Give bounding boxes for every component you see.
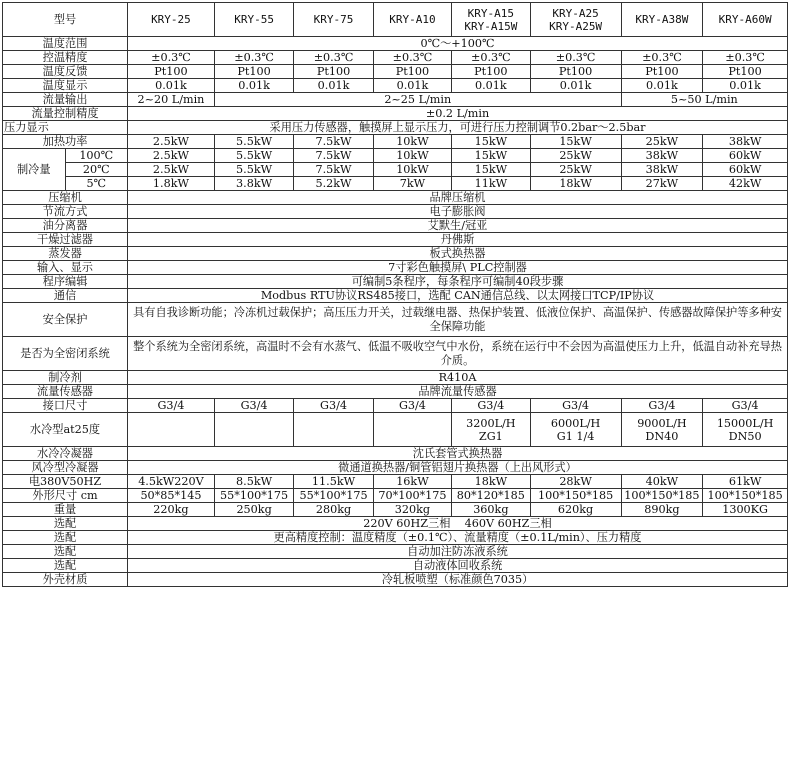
cell: 15kW bbox=[452, 149, 530, 163]
row-label: 电380V50HZ bbox=[3, 475, 128, 489]
cell: 890kg bbox=[621, 503, 703, 517]
cell: 40kW bbox=[621, 475, 703, 489]
programming-row bbox=[3, 275, 788, 289]
cell: 0.01k bbox=[703, 79, 788, 93]
cell bbox=[214, 413, 293, 447]
cell: 28kW bbox=[530, 475, 621, 489]
cell: 品牌流量传感器 bbox=[128, 385, 788, 399]
cooling-row bbox=[3, 177, 788, 191]
row-label: 控温精度 bbox=[3, 51, 128, 65]
cell: 板式换热器 bbox=[128, 247, 788, 261]
cell: 25kW bbox=[530, 149, 621, 163]
row-label: 安全保护 bbox=[3, 303, 128, 337]
cell: 18kW bbox=[530, 177, 621, 191]
row-label: 选配 bbox=[3, 545, 128, 559]
cell: 电子膨胀阀 bbox=[128, 205, 788, 219]
cooling-temp: 100℃ bbox=[65, 149, 128, 163]
row-label: 压力显示 bbox=[3, 121, 128, 135]
cell: 可编制5条程序，每条程序可编制40段步骤 bbox=[128, 275, 788, 289]
cell: 0.01k bbox=[373, 79, 451, 93]
row-label: 制冷量 bbox=[3, 149, 66, 191]
cooling-temp: 5℃ bbox=[65, 177, 128, 191]
cell: 5.5kW bbox=[214, 163, 293, 177]
cell: G3/4 bbox=[294, 399, 373, 413]
cell: 5.5kW bbox=[214, 149, 293, 163]
cell: 25kW bbox=[621, 135, 703, 149]
flow-sensor-row bbox=[3, 385, 788, 399]
row-label: 干燥过滤器 bbox=[3, 233, 128, 247]
temp-display-row bbox=[3, 79, 788, 93]
safety-row bbox=[3, 303, 788, 337]
row-label: 重量 bbox=[3, 503, 128, 517]
power-row bbox=[3, 475, 788, 489]
cell: 220kg bbox=[128, 503, 215, 517]
spec-table bbox=[2, 2, 788, 587]
cell: Pt100 bbox=[128, 65, 215, 79]
row-label: 接口尺寸 bbox=[3, 399, 128, 413]
model-cell: KRY-A38W bbox=[621, 3, 703, 37]
cell: 25kW bbox=[530, 163, 621, 177]
cell: 2.5kW bbox=[128, 163, 215, 177]
cell: G3/4 bbox=[128, 399, 215, 413]
cell: Pt100 bbox=[452, 65, 530, 79]
cell: 7.5kW bbox=[294, 135, 373, 149]
refrigerant-row bbox=[3, 371, 788, 385]
cell: 27kW bbox=[621, 177, 703, 191]
cell: 0.01k bbox=[128, 79, 215, 93]
housing-row bbox=[3, 573, 788, 587]
cell: 10kW bbox=[373, 163, 451, 177]
cell: 38kW bbox=[621, 149, 703, 163]
water-condenser-row bbox=[3, 447, 788, 461]
cell: Pt100 bbox=[214, 65, 293, 79]
row-label: 加热功率 bbox=[3, 135, 128, 149]
port-size-row bbox=[3, 399, 788, 413]
cell: 2~25 L/min bbox=[214, 93, 621, 107]
cooling-row bbox=[3, 149, 788, 163]
model-cell: KRY-75 bbox=[294, 3, 373, 37]
cell: 70*100*175 bbox=[373, 489, 451, 503]
cell: 5.2kW bbox=[294, 177, 373, 191]
cell: 220V 60HZ三相 460V 60HZ三相 bbox=[128, 517, 788, 531]
pressure-row bbox=[3, 121, 788, 135]
cell: G3/4 bbox=[530, 399, 621, 413]
cell: 11.5kW bbox=[294, 475, 373, 489]
cell: R410A bbox=[128, 371, 788, 385]
row-label: 风冷型冷凝器 bbox=[3, 461, 128, 475]
row-label: 是否为全密闭系统 bbox=[3, 337, 128, 371]
cell: 冷轧板喷塑（标准颜色7035） bbox=[128, 573, 788, 587]
cell: 15kW bbox=[452, 163, 530, 177]
compressor-row bbox=[3, 191, 788, 205]
model-cell: KRY-A15 KRY-A15W bbox=[452, 3, 530, 37]
cell: 5~50 L/min bbox=[621, 93, 787, 107]
cell: ±0.3℃ bbox=[621, 51, 703, 65]
cell: Modbus RTU协议RS485接口，选配 CAN通信总线、以太网接口TCP/IP协议 bbox=[128, 289, 788, 303]
cell: 艾默生/冠亚 bbox=[128, 219, 788, 233]
option-row bbox=[3, 517, 788, 531]
communication-row bbox=[3, 289, 788, 303]
cell: 0.01k bbox=[621, 79, 703, 93]
cell: 1300KG bbox=[703, 503, 788, 517]
model-cell: KRY-A25 KRY-A25W bbox=[530, 3, 621, 37]
cell: 10kW bbox=[373, 135, 451, 149]
cell: ±0.3℃ bbox=[452, 51, 530, 65]
cell: 5.5kW bbox=[214, 135, 293, 149]
evaporator-row bbox=[3, 247, 788, 261]
cell: G3/4 bbox=[452, 399, 530, 413]
row-label: 温度范围 bbox=[3, 37, 128, 51]
temp-feedback-row bbox=[3, 65, 788, 79]
row-label: 选配 bbox=[3, 559, 128, 573]
cell: 42kW bbox=[703, 177, 788, 191]
cell: 320kg bbox=[373, 503, 451, 517]
cell: ±0.3℃ bbox=[373, 51, 451, 65]
heating-row bbox=[3, 135, 788, 149]
row-label: 输入、显示 bbox=[3, 261, 128, 275]
cell: ±0.3℃ bbox=[294, 51, 373, 65]
cell: 280kg bbox=[294, 503, 373, 517]
dimensions-row bbox=[3, 489, 788, 503]
cell: 100*150*185 bbox=[703, 489, 788, 503]
cell: 38kW bbox=[703, 135, 788, 149]
cell: 11kW bbox=[452, 177, 530, 191]
row-label: 流量输出 bbox=[3, 93, 128, 107]
cell: 100*150*185 bbox=[621, 489, 703, 503]
cell: 55*100*175 bbox=[294, 489, 373, 503]
row-label: 选配 bbox=[3, 517, 128, 531]
cell: G3/4 bbox=[214, 399, 293, 413]
row-label: 蒸发器 bbox=[3, 247, 128, 261]
cell: 具有自我诊断功能；冷冻机过载保护；高压压力开关，过载继电器、热保护装置、低液位保护、高温保护、传感器故障保护等多种安全保障功能 bbox=[128, 303, 788, 337]
cell: 自动加注防冻液系统 bbox=[128, 545, 788, 559]
cell: 微通道换热器/铜管铝翅片换热器（上出风形式） bbox=[128, 461, 788, 475]
throttle-row bbox=[3, 205, 788, 219]
cell: 15000L/H DN50 bbox=[703, 413, 788, 447]
row-label: 节流方式 bbox=[3, 205, 128, 219]
cell: 采用压力传感器，触摸屏上显示压力，可进行压力控制调节0.2bar～2.5bar bbox=[128, 121, 788, 135]
cell: 0.01k bbox=[214, 79, 293, 93]
model-cell: KRY-25 bbox=[128, 3, 215, 37]
cell: 7寸彩色触摸屏\ PLC控制器 bbox=[128, 261, 788, 275]
cell: Pt100 bbox=[621, 65, 703, 79]
cell: 15kW bbox=[530, 135, 621, 149]
flow-control-row bbox=[3, 107, 788, 121]
cell bbox=[294, 413, 373, 447]
weight-row bbox=[3, 503, 788, 517]
row-label: 外形尺寸 cm bbox=[3, 489, 128, 503]
row-label: 水冷冷凝器 bbox=[3, 447, 128, 461]
cell: 100*150*185 bbox=[530, 489, 621, 503]
row-label: 选配 bbox=[3, 531, 128, 545]
water-cooled-row bbox=[3, 413, 788, 447]
cell: 6000L/H G1 1/4 bbox=[530, 413, 621, 447]
dryer-filter-row bbox=[3, 233, 788, 247]
cell: 9000L/H DN40 bbox=[621, 413, 703, 447]
cell: 16kW bbox=[373, 475, 451, 489]
cell: 4.5kW220V bbox=[128, 475, 215, 489]
option-row bbox=[3, 531, 788, 545]
model-cell: KRY-A60W bbox=[703, 3, 788, 37]
cell: Pt100 bbox=[530, 65, 621, 79]
cell: Pt100 bbox=[294, 65, 373, 79]
cell: ±0.3℃ bbox=[214, 51, 293, 65]
cooling-temp: 20℃ bbox=[65, 163, 128, 177]
header-label: 型号 bbox=[3, 3, 128, 37]
cell: 55*100*175 bbox=[214, 489, 293, 503]
cell: G3/4 bbox=[703, 399, 788, 413]
cell: 50*85*145 bbox=[128, 489, 215, 503]
model-cell: KRY-A10 bbox=[373, 3, 451, 37]
cell: 0.01k bbox=[530, 79, 621, 93]
cell: 自动液体回收系统 bbox=[128, 559, 788, 573]
row-label: 温度反馈 bbox=[3, 65, 128, 79]
cell: Pt100 bbox=[703, 65, 788, 79]
cell: 38kW bbox=[621, 163, 703, 177]
cell: ±0.3℃ bbox=[530, 51, 621, 65]
cell: 80*120*185 bbox=[452, 489, 530, 503]
cell: 2.5kW bbox=[128, 149, 215, 163]
cell: 3.8kW bbox=[214, 177, 293, 191]
cell: ±0.3℃ bbox=[128, 51, 215, 65]
row-label: 温度显示 bbox=[3, 79, 128, 93]
cell: 15kW bbox=[452, 135, 530, 149]
cooling-row bbox=[3, 163, 788, 177]
cell: 更高精度控制：温度精度（±0.1℃）、流量精度（±0.1L/min）、压力精度 bbox=[128, 531, 788, 545]
cell: 2~20 L/min bbox=[128, 93, 215, 107]
cell bbox=[373, 413, 451, 447]
cell: ±0.3℃ bbox=[703, 51, 788, 65]
cell: 620kg bbox=[530, 503, 621, 517]
cell: 61kW bbox=[703, 475, 788, 489]
cell: 沈氏套管式换热器 bbox=[128, 447, 788, 461]
row-label: 水冷型at25度 bbox=[3, 413, 128, 447]
cell: 10kW bbox=[373, 149, 451, 163]
cell: G3/4 bbox=[621, 399, 703, 413]
cell: 7.5kW bbox=[294, 149, 373, 163]
header-row bbox=[3, 3, 788, 37]
cell: ±0.2 L/min bbox=[128, 107, 788, 121]
cell: G3/4 bbox=[373, 399, 451, 413]
cell: 0.01k bbox=[294, 79, 373, 93]
option-row bbox=[3, 545, 788, 559]
temp-accuracy-row bbox=[3, 51, 788, 65]
temp-range-value: 0℃～+100℃ bbox=[128, 37, 788, 51]
row-label: 流量控制精度 bbox=[3, 107, 128, 121]
cell: 7.5kW bbox=[294, 163, 373, 177]
air-condenser-row bbox=[3, 461, 788, 475]
input-display-row bbox=[3, 261, 788, 275]
row-label: 外壳材质 bbox=[3, 573, 128, 587]
option-row bbox=[3, 559, 788, 573]
oil-separator-row bbox=[3, 219, 788, 233]
cell: 60kW bbox=[703, 149, 788, 163]
cell: Pt100 bbox=[373, 65, 451, 79]
cell: 8.5kW bbox=[214, 475, 293, 489]
cell: 2.5kW bbox=[128, 135, 215, 149]
cell: 1.8kW bbox=[128, 177, 215, 191]
cell: 60kW bbox=[703, 163, 788, 177]
cell: 3200L/H ZG1 bbox=[452, 413, 530, 447]
cell bbox=[128, 413, 215, 447]
cell: 360kg bbox=[452, 503, 530, 517]
row-label: 压缩机 bbox=[3, 191, 128, 205]
row-label: 油分离器 bbox=[3, 219, 128, 233]
row-label: 通信 bbox=[3, 289, 128, 303]
model-cell: KRY-55 bbox=[214, 3, 293, 37]
cell: 7kW bbox=[373, 177, 451, 191]
closed-system-row bbox=[3, 337, 788, 371]
cell: 18kW bbox=[452, 475, 530, 489]
cell: 0.01k bbox=[452, 79, 530, 93]
cell: 丹佛斯 bbox=[128, 233, 788, 247]
row-label: 制冷剂 bbox=[3, 371, 128, 385]
cell: 品牌压缩机 bbox=[128, 191, 788, 205]
flow-output-row bbox=[3, 93, 788, 107]
cell: 250kg bbox=[214, 503, 293, 517]
row-label: 程序编辑 bbox=[3, 275, 128, 289]
cell: 整个系统为全密闭系统，高温时不会有水蒸气、低温不吸收空气中水份，系统在运行中不会因为高温使压力上升，低温自动补充导热介质。 bbox=[128, 337, 788, 371]
row-label: 流量传感器 bbox=[3, 385, 128, 399]
temp-range-row bbox=[3, 37, 788, 51]
